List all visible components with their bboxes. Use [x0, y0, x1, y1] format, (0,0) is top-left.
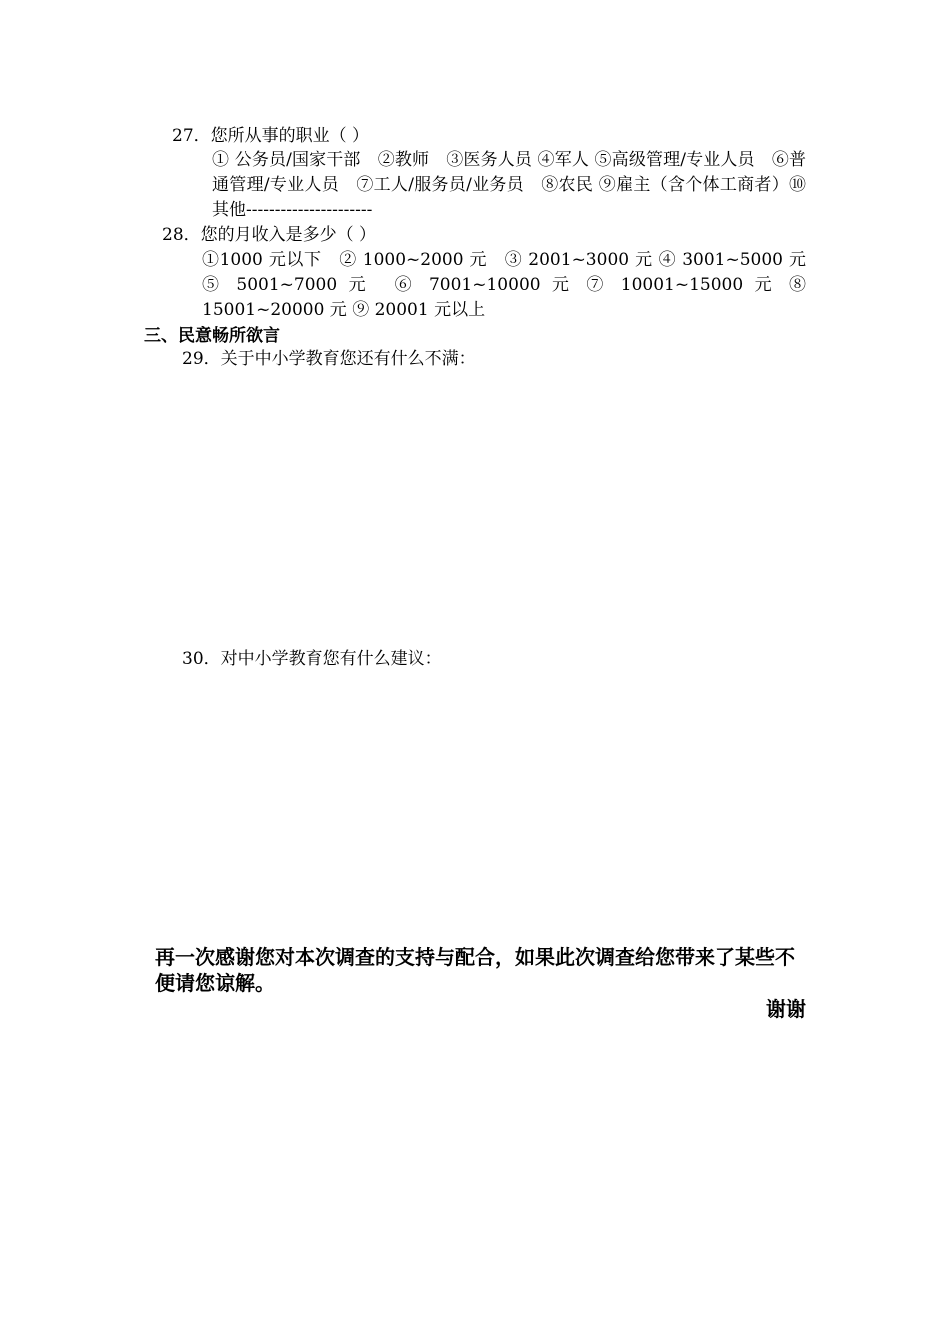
question-30-title: 30．对中小学教育您有什么建议： — [182, 649, 442, 669]
question-29-title: 29．关于中小学教育您还有什么不满： — [182, 349, 476, 369]
section-3-heading: 三、民意畅所欲言 — [144, 326, 280, 346]
closing-thanks: 谢谢 — [766, 997, 806, 1021]
closing-message: 再一次感谢您对本次调查的支持与配合，如果此次调查给您带来了某些不便请您谅解。 — [155, 945, 795, 995]
question-28-options: ①1000 元以下 ② 1000~2000 元 ③ 2001~3000 元 ④ 3001~5000 元 ⑤ 5001~7000 元 ⑥ 7001~10000 元 ⑦ 10001~15000 元 ⑧ 15001~20000 元 ⑨ 20001 元以上 — [202, 250, 806, 320]
question-28-title: 28．您的月收入是多少（ ） — [162, 225, 377, 245]
question-27-options: ① 公务员/国家干部 ②教师 ③医务人员 ④军人 ⑤高级管理/专业人员 ⑥普通管理/专业人员 ⑦工人/服务员/业务员 ⑧农民 ⑨雇主（含个体工商者）⑩其他---------------------- — [212, 150, 806, 220]
question-27-title: 27．您所从事的职业（ ） — [172, 126, 370, 146]
